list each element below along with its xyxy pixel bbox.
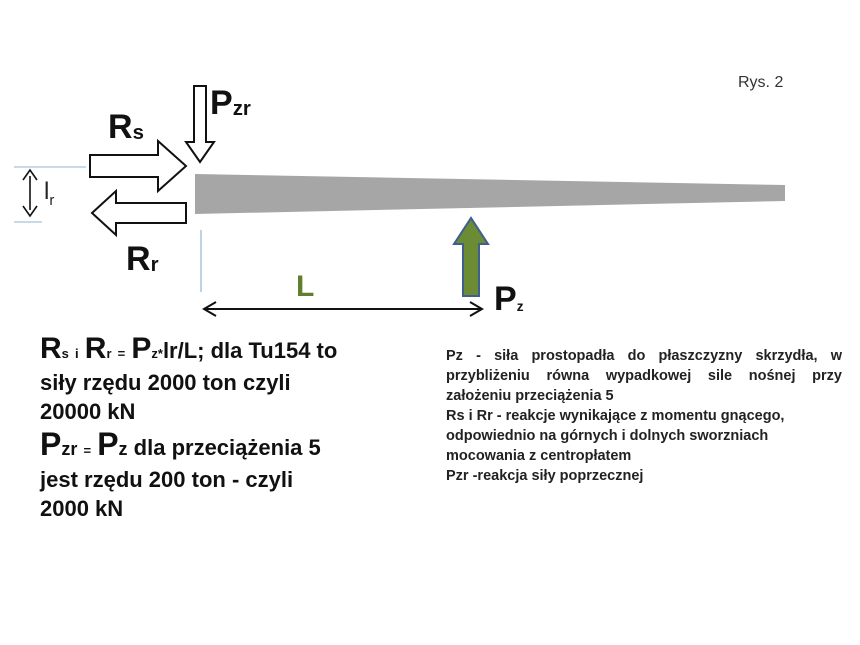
formula-line-3: 20000 kN <box>40 399 136 424</box>
formula-line-6: 2000 kN <box>40 496 124 521</box>
rs-force-arrow <box>90 141 186 191</box>
lr-label: $l_r$ <box>44 178 55 209</box>
rr-force-arrow <box>92 191 186 235</box>
formula-line-2: siły rzędu 2000 ton czyli <box>40 370 291 395</box>
figure-label: Rys. 2 <box>738 74 784 91</box>
pz-force-arrow <box>454 218 488 296</box>
pzr-label: $P_{zr}$ <box>210 84 251 122</box>
l-label: L <box>296 270 315 303</box>
legend-pzr: Pzr -reakcja siły poprzecznej <box>446 468 644 484</box>
formula-block <box>40 334 420 523</box>
formula-line-1: Rs i Rr = Pz*lr/L; dla Tu154 to <box>40 332 338 365</box>
formula-line-4: Pzr = Pz dla przeciążenia 5 <box>40 426 321 462</box>
rr-label: $R_r$ <box>126 240 159 278</box>
formula-line-5: jest rzędu 200 ton - czyli <box>40 467 294 492</box>
rs-label: $R_s$ <box>108 108 144 146</box>
pz-label: $P_z$ <box>494 280 524 318</box>
wing-beam <box>195 174 785 214</box>
legend-pz: Pz - siła prostopadła do płaszczyzny skrzydła, w przybliżeniu równa wypadkowej sile nośnej przy założeniu przeciążenia 5 <box>446 348 842 404</box>
legend-rs-rr: Rs i Rr - reakcje wynikające z momentu gnącego, odpowiednio na górnych i dolnych sworzniach mocowania z centropłatem <box>446 408 785 464</box>
legend-block <box>446 346 842 486</box>
